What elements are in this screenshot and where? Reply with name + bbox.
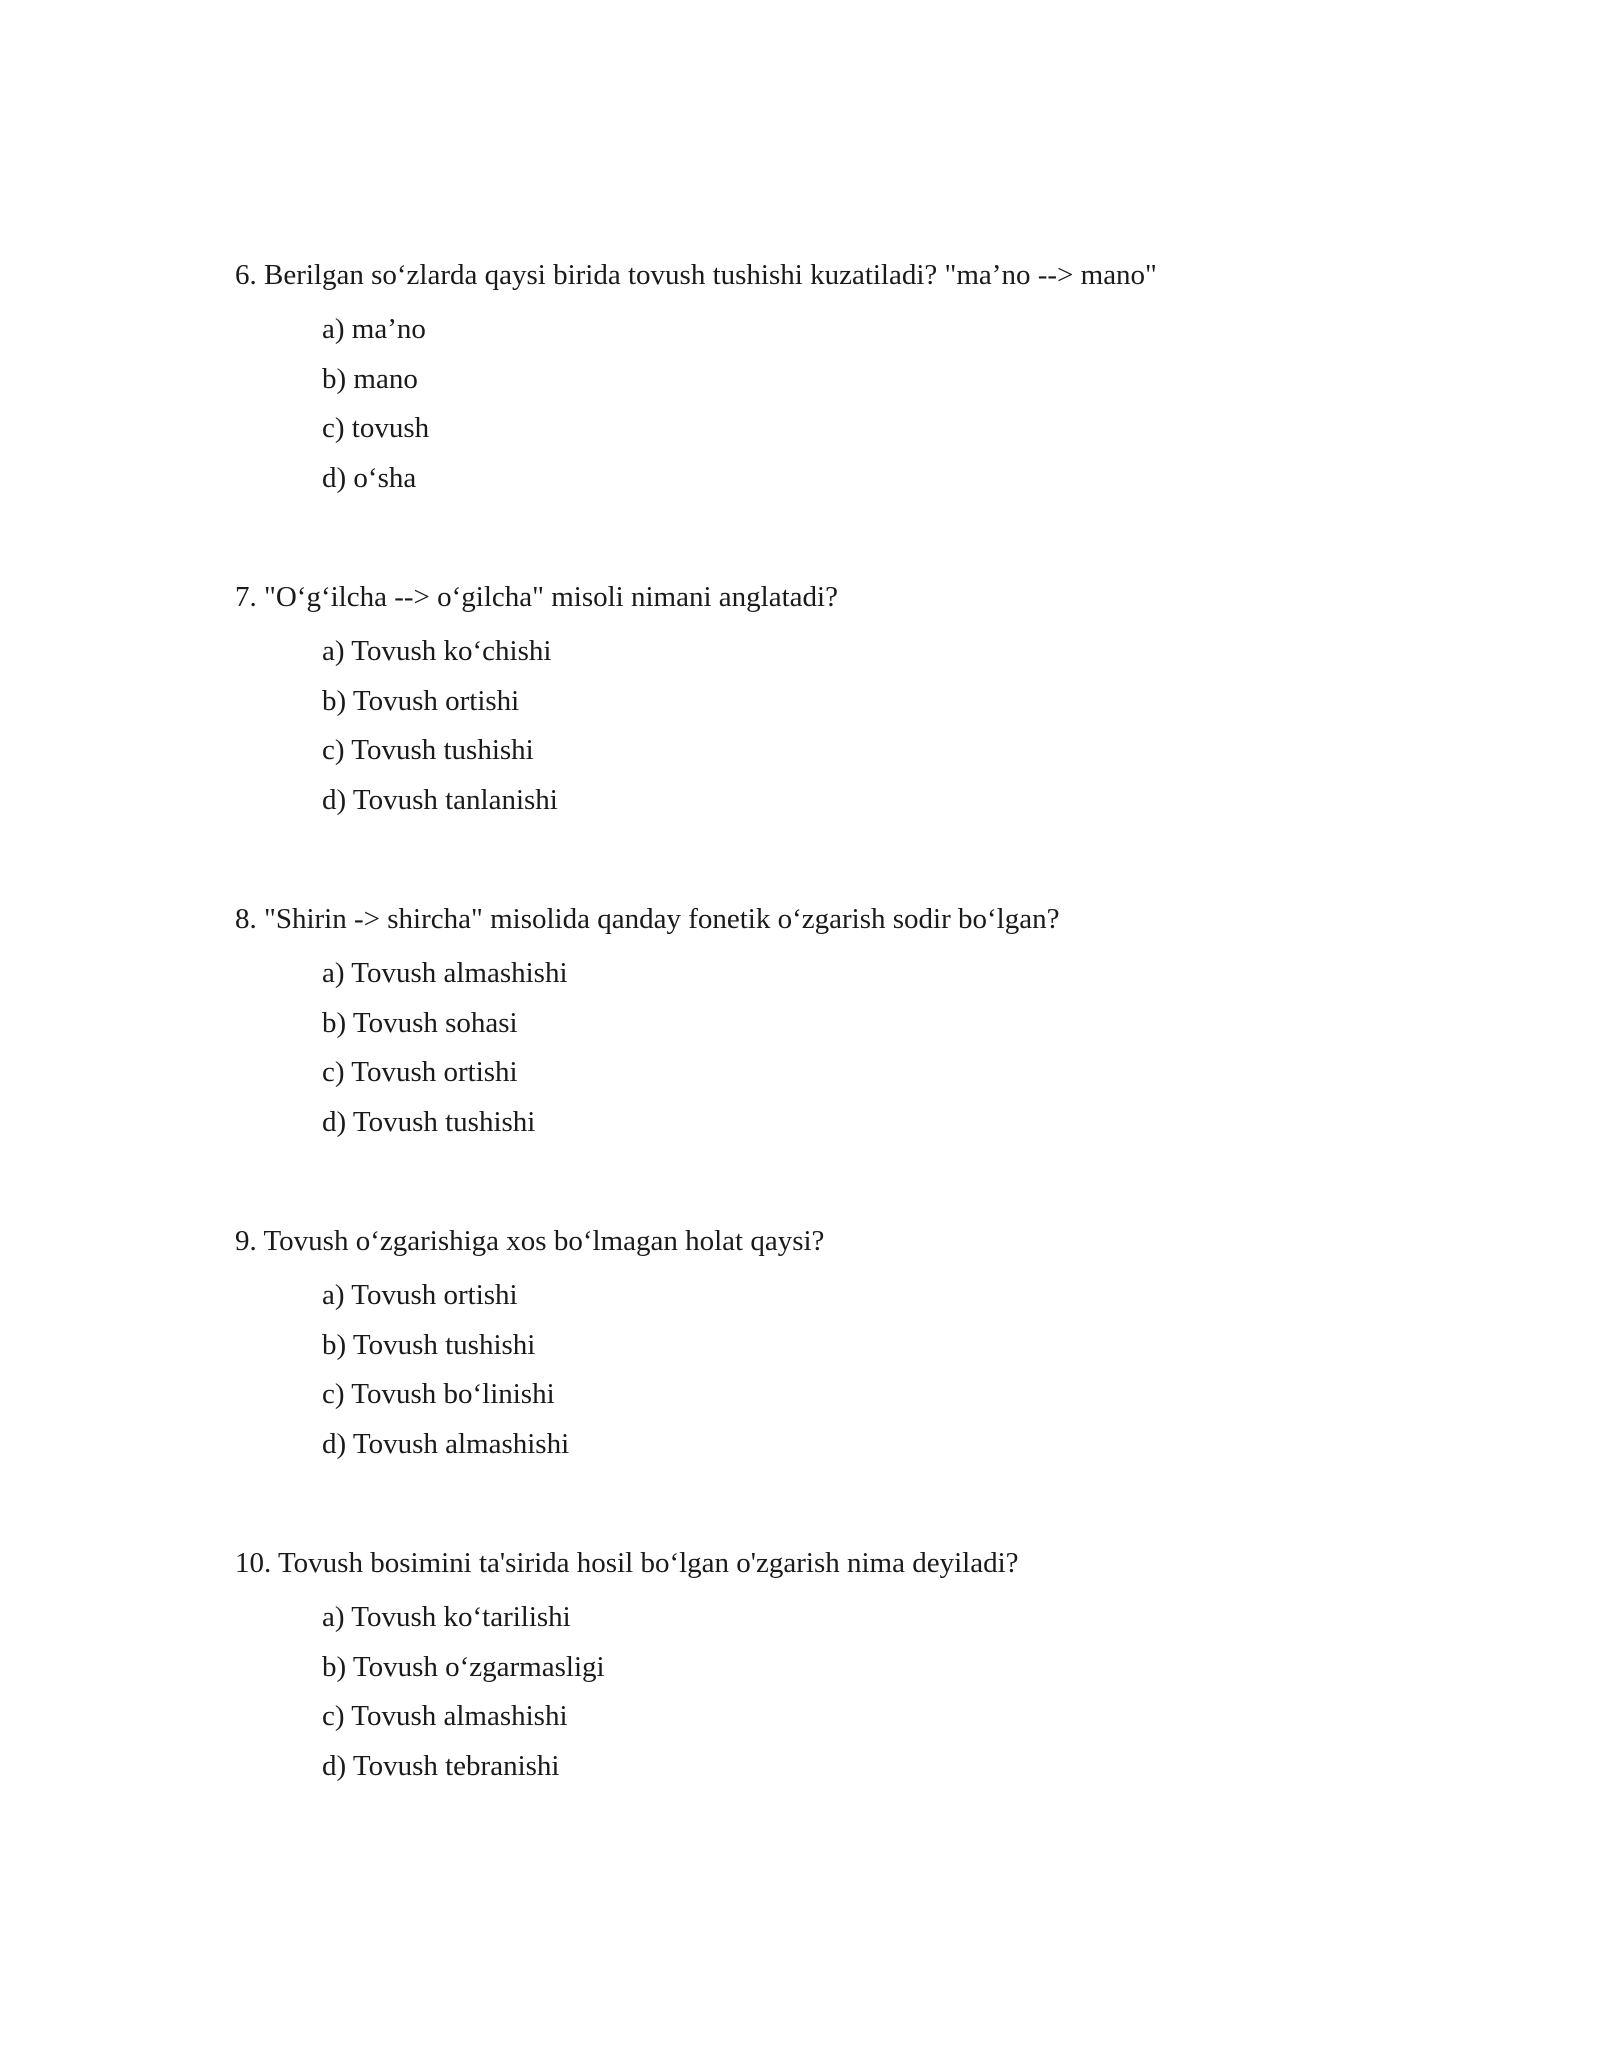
question-text: 8. "Shirin -> shircha" misolida qanday fonetik o‘zgarish sodir bo‘lgan? bbox=[235, 903, 1060, 935]
question-9 bbox=[235, 1219, 1435, 1469]
question-text: 9. Tovush o‘zgarishiga xos bo‘lmagan holat qaysi? bbox=[235, 1225, 825, 1257]
option-d: d) Tovush tushishi bbox=[322, 1105, 536, 1138]
option-d: d) Tovush tanlanishi bbox=[322, 783, 558, 816]
option-d: d) o‘sha bbox=[322, 461, 417, 494]
option-d: d) Tovush tebranishi bbox=[322, 1749, 560, 1782]
option-b: b) Tovush ortishi bbox=[322, 684, 520, 717]
option-a: a) Tovush almashishi bbox=[322, 957, 568, 989]
question-7 bbox=[235, 575, 1435, 825]
option-a: a) ma’no bbox=[322, 313, 426, 345]
question-6 bbox=[235, 253, 1435, 503]
option-c: c) tovush bbox=[322, 412, 430, 444]
options-list bbox=[235, 949, 1435, 1147]
options-list bbox=[235, 1271, 1435, 1469]
question-text: 7. "O‘g‘ilcha --> o‘gilcha" misoli nimani anglatadi? bbox=[235, 581, 838, 613]
option-d: d) Tovush almashishi bbox=[322, 1427, 570, 1460]
option-c: c) Tovush ortishi bbox=[322, 1056, 518, 1088]
option-a: a) Tovush ortishi bbox=[322, 1279, 518, 1311]
options-list bbox=[235, 627, 1435, 825]
question-text: 6. Berilgan so‘zlarda qaysi birida tovush tushishi kuzatiladi? "ma’no --> mano" bbox=[235, 259, 1157, 291]
option-b: b) mano bbox=[322, 362, 418, 395]
option-b: b) Tovush sohasi bbox=[322, 1006, 518, 1039]
option-c: c) Tovush tushishi bbox=[322, 734, 534, 766]
question-text: 10. Tovush bosimini ta'sirida hosil bo‘lgan o'zgarish nima deyiladi? bbox=[235, 1547, 1019, 1579]
option-b: b) Tovush tushishi bbox=[322, 1328, 536, 1361]
options-list bbox=[235, 1593, 1435, 1791]
option-c: c) Tovush bo‘linishi bbox=[322, 1378, 555, 1410]
options-list bbox=[235, 305, 1435, 503]
option-a: a) Tovush ko‘chishi bbox=[322, 635, 552, 667]
option-b: b) Tovush o‘zgarmasligi bbox=[322, 1650, 605, 1683]
question-8 bbox=[235, 897, 1435, 1147]
option-c: c) Tovush almashishi bbox=[322, 1700, 568, 1732]
question-10 bbox=[235, 1541, 1435, 1791]
option-a: a) Tovush ko‘tarilishi bbox=[322, 1601, 571, 1633]
